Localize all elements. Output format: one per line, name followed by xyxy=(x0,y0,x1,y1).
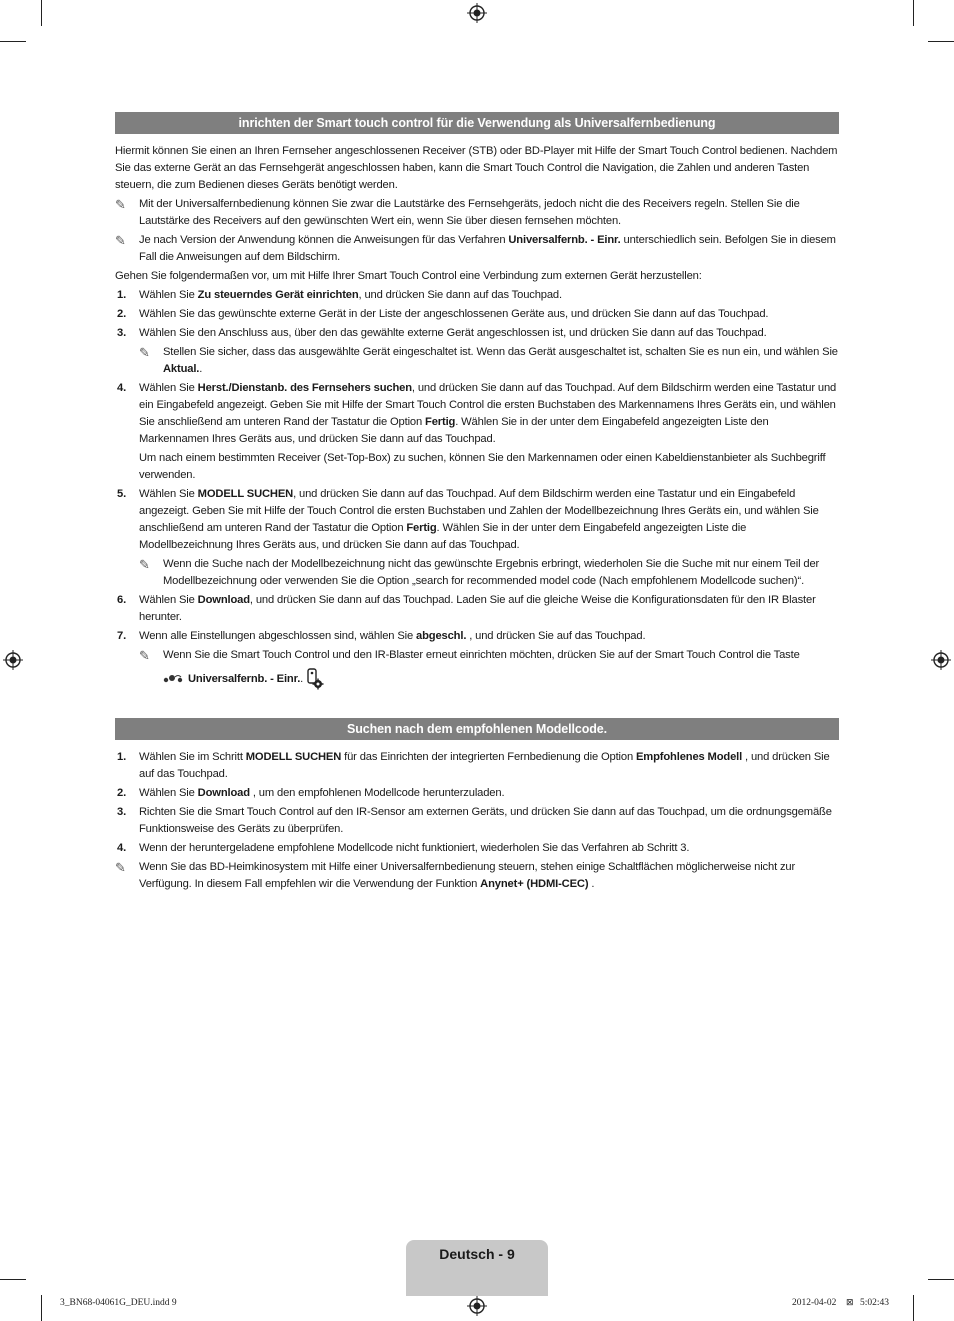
section-header-universal-remote: inrichten der Smart touch control für die Verwendung als Universalfernbedienung xyxy=(115,112,839,134)
crop-mark xyxy=(928,1279,954,1280)
list-item xyxy=(115,592,839,626)
step-text: , um den empfohlenen Modellcode herunterzuladen. xyxy=(249,787,505,799)
menu-term: Zu steuerndes Gerät einrichten xyxy=(197,289,359,301)
note xyxy=(115,859,839,893)
list-item xyxy=(115,628,839,690)
menu-term: Fertig xyxy=(406,522,437,534)
note xyxy=(115,232,839,266)
menu-term: Herst./Dienstanb. des Fernsehers suchen xyxy=(197,382,412,394)
crosshair-registration-icon xyxy=(931,650,951,670)
pencil-note-icon: ✎ xyxy=(115,197,126,212)
step-text: Wählen Sie xyxy=(139,382,198,394)
note-text: . xyxy=(588,878,595,890)
step-number: 1. xyxy=(117,289,127,301)
note-text: . xyxy=(300,672,304,685)
pencil-note-icon: ✎ xyxy=(115,233,126,248)
footer-file: 3_BN68-04061G_DEU.indd 9 xyxy=(60,1298,177,1308)
note xyxy=(139,344,839,378)
crop-mark xyxy=(0,1279,26,1280)
menu-term: abgeschl. xyxy=(416,630,467,642)
note xyxy=(139,556,839,590)
list-item xyxy=(115,804,839,838)
list-item xyxy=(115,486,839,590)
menu-term: Fertig xyxy=(425,416,456,428)
pencil-note-icon: ✎ xyxy=(115,860,126,875)
note-text: unterschiedlich sein. Befolgen Sie in diesem Fall die Anweisungen auf dem Bildschirm. xyxy=(139,234,836,263)
list-item xyxy=(115,325,839,378)
pencil-note-icon: ✎ xyxy=(139,648,150,663)
step-number: 3. xyxy=(117,806,127,818)
pencil-note-icon: ✎ xyxy=(139,557,150,572)
step-number: 4. xyxy=(117,382,127,394)
crop-mark xyxy=(913,0,914,26)
menu-term: Aktual. xyxy=(163,363,200,375)
step-text: Wählen Sie im Schritt xyxy=(139,751,246,763)
remote-settings-icon xyxy=(306,668,324,690)
step-number: 2. xyxy=(117,787,127,799)
step-text: für das Einrichten der integrierten Fernbedienung die Option xyxy=(341,751,636,763)
note-text: Mit der Universalfernbedienung können Sie zwar die Lautstärke des Fernsehgeräts, jedoch nicht die des Receivers regeln. Stellen Sie die Lautstärke des Receivers auf den gewünschten Wert ein, wenn Sie über diesen fernsehen möchten. xyxy=(139,198,800,227)
crop-mark xyxy=(41,0,42,26)
lead-text: Gehen Sie folgendermaßen vor, um mit Hilfe Ihrer Smart Touch Control eine Verbindung zum externen Gerät herzustellen: xyxy=(115,270,702,282)
footer-time: 5:02:43 xyxy=(860,1298,890,1308)
list-item xyxy=(115,749,839,783)
note xyxy=(115,196,839,230)
crop-mark xyxy=(928,41,954,42)
step-number: 7. xyxy=(117,630,127,642)
page-number-tab xyxy=(406,1240,548,1296)
step-text: Wählen Sie xyxy=(139,488,198,500)
step-text: , und drücken Sie dann auf das Touchpad. xyxy=(358,289,562,301)
page-content xyxy=(115,112,839,895)
note-text: Wenn Sie das BD-Heimkinosystem mit Hilfe einer Universalfernbedienung steuern, stehen einige Schaltflächen möglicherweise nicht zur Verfügung. In diesem Fall empfehlen wir die Verwendung der Funktion xyxy=(139,861,796,890)
step-text: . Wählen Sie in der unter dem Eingabefeld angezeigten Liste die Modellbezeichnung Ihres Geräts aus, und drücken Sie dann auf das Touchpad. xyxy=(139,522,747,551)
list-item xyxy=(115,287,839,304)
crop-mark xyxy=(41,1295,42,1321)
page-label: Deutsch - 9 xyxy=(439,1246,515,1262)
list-item xyxy=(115,785,839,802)
step-text: Wenn alle Einstellungen abgeschlossen sind, wählen Sie xyxy=(139,630,417,642)
step-number: 2. xyxy=(117,308,127,320)
note-text: Je nach Version der Anwendung können die Anweisungen für das Verfahren xyxy=(139,234,509,246)
intro-text: Hiermit können Sie einen an Ihren Fernseher angeschlossenen Receiver (STB) oder BD-Player mit Hilfe der Smart Touch Control bedienen. Nachdem Sie das externe Gerät an das Fernsehgerät angeschlossen haben, kann die Smart Touch Control die Navigation, die Zahlen und anderen Tasten steuern, die zum Bedienen dieses Geräts benötigt werden. xyxy=(115,145,838,191)
footer-date: 2012-04-02 xyxy=(792,1298,837,1308)
menu-term: Download xyxy=(197,594,250,606)
step-text: . Wählen Sie in der unter dem Eingabefeld angezeigten Liste den Markennamen Ihres Geräts aus, und drücken Sie dann auf das Touchpad. xyxy=(139,416,769,445)
step-text: Wählen Sie xyxy=(139,289,198,301)
step-text: , und drücken Sie dann auf das Touchpad. Auf dem Bildschirm werden eine Tastatur und ein Eingabefeld angezeigt. Geben Sie mit Hilfe der Touch Control die ersten Buchstaben und Zahlen der Modellbezeichnung Ihres Geräts ein, und wählen Sie anschließend am unteren Rand der Tastatur die Option xyxy=(139,488,819,534)
step-number: 4. xyxy=(117,842,127,854)
step-text: , und drücken Sie dann auf das Touchpad. Laden Sie auf die gleiche Weise die Konfigurationsdaten für den IR Blaster herunter. xyxy=(139,594,816,623)
step-text: Richten Sie die Smart Touch Control auf den IR-Sensor am externen Geräts, und drücken Sie dann auf das Touchpad, um die ordnungsgemäße Funktionsweise des Geräts zu überprüfen. xyxy=(139,806,832,835)
crop-mark xyxy=(0,41,26,42)
step-text: Wählen Sie xyxy=(139,594,198,606)
menu-term: Download xyxy=(197,787,250,799)
note-text: . xyxy=(199,363,203,375)
crop-mark xyxy=(913,1295,914,1321)
note-text: Wenn Sie die Smart Touch Control und den IR-Blaster erneut einrichten möchten, drücken Sie auf der Smart Touch Control die Taste xyxy=(163,649,800,661)
list-item xyxy=(115,380,839,484)
list-item xyxy=(115,306,839,323)
step-extra-text: Um nach einem bestimmten Receiver (Set-Top-Box) zu suchen, können Sie den Markennamen oder einen Kabeldienstanbieter als Suchbegriff verwenden. xyxy=(139,452,826,481)
menu-term: Universalfernb. - Einr. xyxy=(508,234,621,246)
step-number: 5. xyxy=(117,488,127,500)
three-dot-remote-icon xyxy=(163,673,185,685)
section-header-model-code: Suchen nach dem empfohlenen Modellcode. xyxy=(115,718,839,740)
crosshair-registration-icon xyxy=(3,650,23,670)
step-text: Wählen Sie xyxy=(139,787,198,799)
step-text: , und drücken Sie auf das Touchpad. xyxy=(139,751,830,780)
note-text: Stellen Sie sicher, dass das ausgewählte Gerät eingeschaltet ist. Wenn das Gerät ausgeschaltet ist, schalten Sie es nun ein, und wählen Sie xyxy=(163,346,838,358)
list-item xyxy=(115,840,839,857)
pencil-note-icon: ✎ xyxy=(139,345,150,360)
crosshair-registration-icon xyxy=(467,1296,487,1316)
step-number: 1. xyxy=(117,751,127,763)
note xyxy=(139,647,839,690)
step-text: Wenn der heruntergeladene empfohlene Modellcode nicht funktioniert, wiederholen Sie das Verfahren ab Schritt 3. xyxy=(139,842,690,854)
menu-term: MODELL SUCHEN xyxy=(245,751,342,763)
menu-term: MODELL SUCHEN xyxy=(197,488,294,500)
step-number: 3. xyxy=(117,327,127,339)
step-number: 6. xyxy=(117,594,127,606)
step-text: Wählen Sie das gewünschte externe Gerät in der Liste der angeschlossenen Geräte aus, und drücken Sie dann auf das Touchpad. xyxy=(139,308,769,320)
footer-time-icon: ⊠ xyxy=(846,1298,854,1308)
menu-term: Empfohlenes Modell xyxy=(636,751,743,763)
setup-steps xyxy=(115,287,839,690)
note-text: Wenn die Suche nach der Modellbezeichnung nicht das gewünschte Ergebnis erbringt, wiederholen Sie die Suche mit nur einem Teil der Modellbezeichnung oder verwenden Sie die Option „search for recommended model code (Nach empfohlenem Modellcode suchen)“. xyxy=(163,558,820,587)
step-text: , und drücken Sie dann auf das Touchpad. Auf dem Bildschirm werden eine Tastatur und ein Eingabefeld angezeigt. Geben Sie mit Hilfe der Smart Touch Control die ersten Buchstaben des Markennamens Ihres Geräts ein, und wählen Sie anschließend am unteren Rand der Tastatur die Option xyxy=(139,382,837,428)
step-text: Wählen Sie den Anschluss aus, über den das gewählte externe Gerät angeschlossen ist, und drücken Sie dann auf das Touchpad. xyxy=(139,327,767,339)
model-code-steps xyxy=(115,749,839,857)
step-text: , und drücken Sie auf das Touchpad. xyxy=(466,630,646,642)
menu-term: Universalfernb. - Einr. xyxy=(187,672,301,685)
crosshair-registration-icon xyxy=(467,3,487,23)
menu-term: Anynet+ (HDMI-CEC) xyxy=(480,878,589,890)
